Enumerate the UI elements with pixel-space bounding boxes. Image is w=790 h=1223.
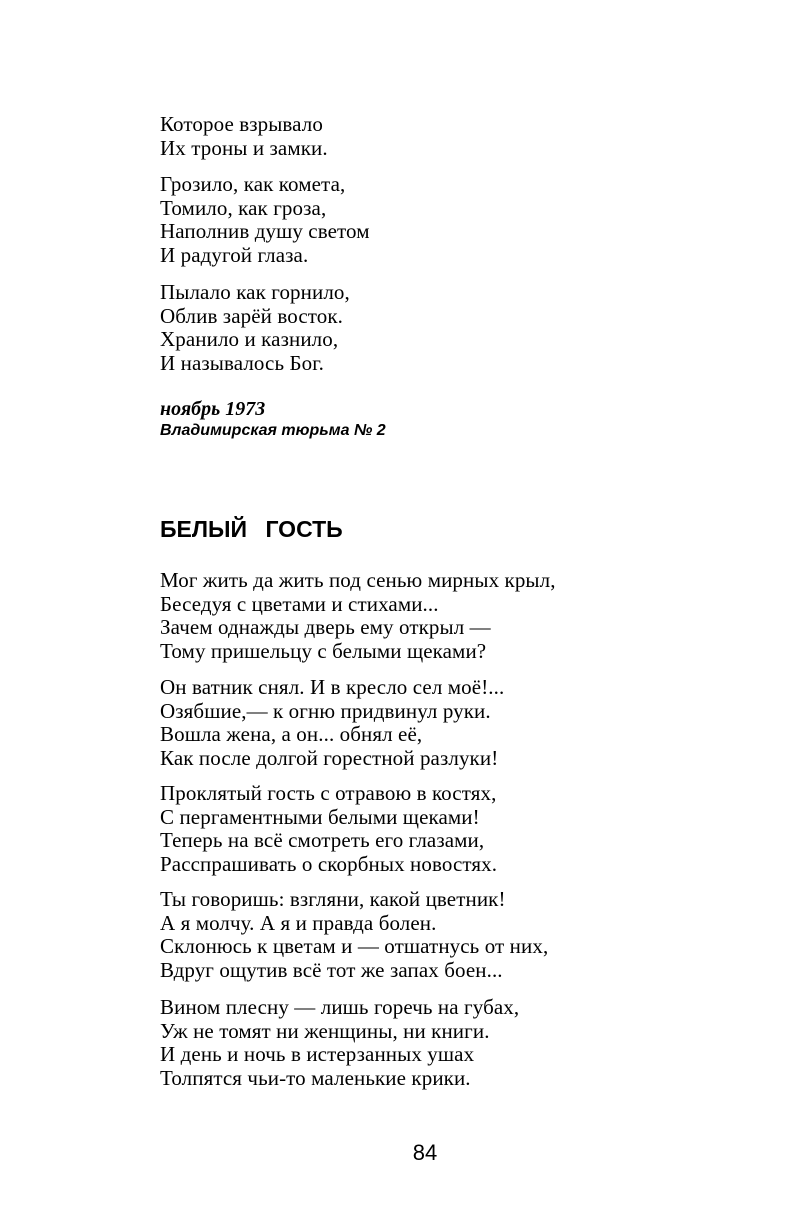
poem-line: Вошла жена, а он... обнял её, <box>160 722 423 746</box>
poem-line: Вдруг ощутив всё тот же запах боен... <box>160 957 503 982</box>
poem-line: Толпятся чьи-то маленькие крики. <box>160 1065 471 1090</box>
poem-line: С пергаментными белыми щеками! <box>160 804 480 829</box>
poem-title: БЕЛЫЙ ГОСТЬ <box>160 516 343 542</box>
poem-line: Вином плесну — лишь горечь на губах, <box>160 995 520 1019</box>
poem-place: Владимирская тюрьма № 2 <box>160 422 386 439</box>
poem-line: Зачем однажды дверь ему открыл — <box>160 615 491 639</box>
poem-line: Он ватник снял. И в кресло сел моё!... <box>160 675 505 699</box>
poem-line: А я молчу. А я и правда болен. <box>160 910 437 935</box>
poem-line: Пылало как горнило, <box>160 280 350 304</box>
poem-line: Проклятый гость с отравою в костях, <box>160 781 497 805</box>
poem2-stanza-4 <box>160 888 548 982</box>
poem1-stanza-2 <box>160 173 370 267</box>
poem-date: ноябрь 1973 <box>160 398 266 420</box>
poem-line: Тому пришельцу с белыми щеками? <box>160 638 487 663</box>
poem-line: Наполнив душу светом <box>160 219 370 243</box>
poem-line: И называлось Бог. <box>160 350 324 375</box>
poem-line: Как после долгой горестной разлуки! <box>160 745 499 770</box>
poem-line: Хранило и казнило, <box>160 327 339 351</box>
poem-line: Склонюсь к цветам и — отшатнусь от них, <box>160 934 549 958</box>
poem-line: Облив зарёй восток. <box>160 303 344 328</box>
poem2-stanza-3 <box>160 782 497 876</box>
poem-line: Грозило, как комета, <box>160 172 346 196</box>
page-number: 84 <box>412 1140 438 1165</box>
poem-line: Расспрашивать о скорбных новостях. <box>160 851 498 876</box>
poem-line: Мог жить да жить под сенью мирных крыл, <box>160 568 556 592</box>
poem-line: Озябшие,— к огню придвинул руки. <box>160 698 491 723</box>
poem-line: Их троны и замки. <box>160 135 328 160</box>
poem-line: И день и ночь в истерзанных ушах <box>160 1042 475 1066</box>
poem-line: Которое взрывало <box>160 112 323 136</box>
poem-line: Томило, как гроза, <box>160 195 327 220</box>
poem-line: Теперь на всё смотреть его глазами, <box>160 828 485 852</box>
poem-line: Ты говоришь: взгляни, какой цветник! <box>160 887 506 911</box>
poem1-stanza-1 <box>160 113 328 160</box>
poem2-stanza-2 <box>160 676 504 770</box>
poem1-stanza-3 <box>160 281 350 375</box>
poem-line: Уж не томят ни женщины, ни книги. <box>160 1018 490 1043</box>
poem-line: И радугой глаза. <box>160 242 309 267</box>
poem2-stanza-5 <box>160 996 519 1090</box>
poem2-stanza-1 <box>160 569 556 663</box>
poem-line: Беседуя с цветами и стихами... <box>160 591 439 616</box>
